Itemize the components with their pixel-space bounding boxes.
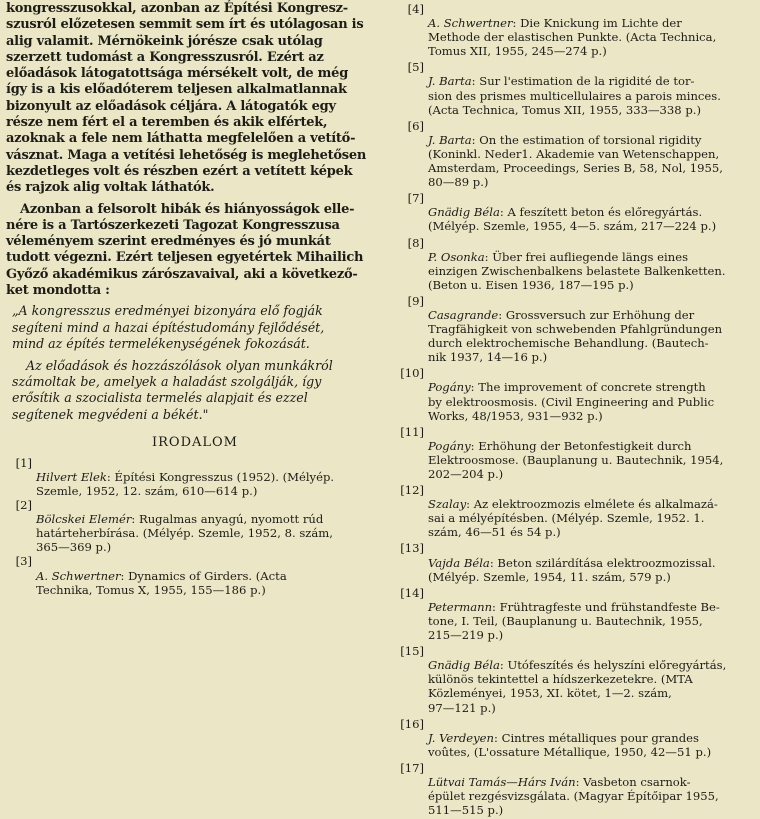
reference-text: : Grossversuch zur Erhöhung der Tragfähigkeit von schwebenden Pfahlgründungen durch elektrochemische Behandlung. (Bautech- nik 1937, 14—16 p.) [428,307,723,365]
reference-text: : A feszített beton és előregyártás. (Mélyép. Szemle, 1955, 4—5. szám, 217—224 p.) [428,205,717,234]
reference-author: J. Barta [428,132,472,147]
reference-number: [17] [400,760,424,775]
reference-item [394,483,756,539]
reference-text: : Rugalmas anyagú, nyomott rúd határteherbírása. (Mélyép. Szemle, 1952, 8. szám, 365—369 p.) [36,512,333,555]
left-column [6,1,384,597]
reference-text: : Dynamics of Girders. (Acta Technika, Tomus X, 1955, 155—186 p.) [36,568,287,597]
references-heading: IRODALOM [152,434,238,450]
reference-number: [10] [400,366,424,381]
reference-text: : Sur l'estimation de la rigidité de tor- sion des prismes multicellulaires a parois minces. (Acta Technica, Tomus XII, 1955, 333—338 p.) [428,74,721,117]
reference-item [394,425,756,481]
reference-author: J. Barta [428,74,472,89]
reference-author: Casagrande [428,307,499,322]
reference-number: [13] [400,541,424,556]
paragraph-1: kongresszusokkal, azonban az Építési Kongresz- szusról előzetesen semmit sem írt és utólagosan is alig valamit. Mérnökeink jórésze csak utólag szerzett tudomást a Kongresszusról. Ezért az előadások látogatottsága mérsékelt volt, de még így is a kis előadóterem teljesen alkalmatlannak bizonyult az előadások céljára. A látogatók egy része nem fért el a teremben és akik elfértek, azoknak a fele nem láthatta megfelelően a vetítő- vásznat. Maga a vetítési lehetőség is meglehetősen kezdetleges volt és részben ezért a vetített képek és rajzok alig voltak láthatók. [6,1,367,196]
reference-number: [6] [407,118,424,133]
reference-item [394,294,756,364]
reference-number: [11] [400,424,424,439]
paragraph-2: Azonban a felsorolt hibák és hiányosságok elle- nére is a Tartószerkezeti Tagozat Kongresszusa véleményem szerint eredményes és jó munkát tudott végezni. Ezért teljesen egyetértek Mihailich Győző akadémikus zárószavaival, aki a következő- ket mondotta : [6,201,364,299]
reference-item [394,761,756,817]
reference-text: : The improvement of concrete strength by elektroosmosis. (Civil Engineering and Public Works, 48/1953, 931—932 p.) [428,380,715,423]
quote-paragraph-1: „A kongresszus eredményei bizonyára elő fogják segíteni mind a hazai építéstudomány fejlődését, mind az építés termelékenységének fokozását. [12,303,325,351]
reference-text: : Építési Kongresszus (1952). (Mélyép. Szemle, 1952, 12. szám, 610—614 p.) [36,469,335,498]
reference-text: : Az elektroozmozis elmélete és alkalmazá- sai a mélyépítésben. (Mélyép. Szemle, 1952. 1. szám, 46—51 és 54 p.) [428,497,718,540]
reference-author: Hilvert Elek [36,469,107,484]
reference-author: J. Verdeyen [428,730,494,745]
reference-author: Gnädig Béla [428,658,500,673]
reference-author: Petermann [428,599,493,614]
reference-item [394,119,756,189]
reference-text: : Vasbeton csarnok- épület rezgésvizsgálata. (Magyar Építőipar 1955, 511—515 p.) [428,774,719,818]
reference-number: [2] [15,498,32,513]
reference-text: : Beton szilárdítása elektroozmozissal. (Mélyép. Szemle, 1954, 11. szám, 579 p.) [428,555,716,584]
reference-number: [14] [400,585,424,600]
reference-number: [8] [407,235,424,250]
reference-item [6,554,384,596]
reference-author: Pogány [428,380,471,395]
reference-author: A. Schwertner [428,16,513,31]
reference-number: [16] [400,716,424,731]
reference-item [394,191,756,233]
reference-text: : On the estimation of torsional rigidity (Koninkl. Neder1. Akademie van Wetenschappen, Amsterdam, Proceedings, Series B, 58, Nol, 1955, 80—89 p.) [428,132,723,190]
reference-item [6,498,384,554]
reference-author: Vajda Béla [428,555,490,570]
reference-item [394,644,756,714]
reference-item [394,236,756,292]
reference-number: [1] [15,455,32,470]
reference-number: [5] [407,60,424,75]
reference-author: A. Schwertner [36,568,121,583]
reference-text: : Über frei aufliegende längs eines einzigen Zwischenbalkens belastete Balkenketten. (Beton u. Eisen 1936, 187—195 p.) [428,249,726,292]
reference-text: : Cintres métalliques pour grandes voûtes, (L'ossature Métallique, 1950, 42—51 p.) [428,730,712,759]
reference-item [6,456,384,498]
reference-author: Gnädig Béla [428,205,500,220]
reference-number: [3] [15,554,32,569]
reference-number: [12] [400,483,424,498]
reference-author: P. Osonka [428,249,485,264]
reference-item [394,717,756,759]
reference-text: : Frühtragfeste und frühstandfeste Be- tone, I. Teil, (Bauplanung u. Bautechnik, 1955, 215—219 p.) [428,599,720,643]
reference-item [394,366,756,422]
reference-item [394,60,756,116]
right-column [394,2,756,819]
reference-author: Pogány [428,438,471,453]
reference-text: : Erhöhung der Betonfestigkeit durch Elektroosmose. (Bauplanung u. Bautechnik, 1954, 202—204 p.) [428,438,724,481]
reference-author: Lütvai Tamás—Hárs Iván [428,774,576,789]
reference-author: Bölcskei Elemér [36,512,132,527]
reference-item [394,2,756,58]
reference-author: Szalay [428,497,467,512]
reference-number: [7] [407,191,424,206]
reference-item [394,541,756,583]
reference-item [394,586,756,642]
reference-text: : Utófeszítés és helyszíni előregyártás, különös tekintettel a hídszerkezetekre. (MTA Közleményei, 1953, XI. kötet, 1—2. szám, 97—121 p.) [428,658,727,715]
reference-number: [9] [407,293,424,308]
reference-number: [4] [407,2,424,16]
reference-text: : Die Knickung im Lichte der Methode der elastischen Punkte. (Acta Technica, Tomus XII, 1955, 245—274 p.) [428,16,717,59]
quote-paragraph-2: Az előadások és hozzászólások olyan munkákról számoltak be, amelyek a haladást szolgálják, így erősítik a szocialista termelés alapjait és ezzel segítenek megvédeni a békét." [12,357,333,422]
reference-number: [15] [400,644,424,659]
